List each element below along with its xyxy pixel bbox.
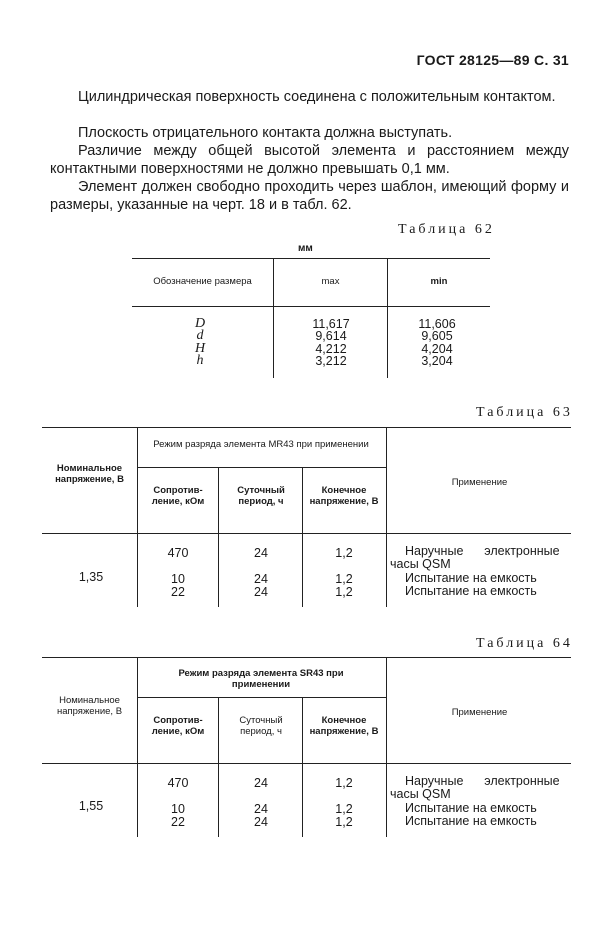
- table63-row-application-cont: часы QSM: [390, 557, 451, 571]
- table64-row-resistance: 22: [171, 815, 185, 829]
- table63-header-voltage: Номинальное напряжение, В: [55, 463, 124, 485]
- table63-row-final: 1,2: [335, 585, 353, 599]
- table64-row-period: 24: [254, 815, 268, 829]
- page-header: ГОСТ 28125—89 С. 31: [416, 52, 569, 68]
- table64-voltage: 1,55: [78, 799, 104, 813]
- table62-row-min: 11,606: [418, 317, 456, 331]
- table64-header-group: Режим разряда элемента SR43 при применении: [178, 668, 344, 690]
- table64-row-resistance: 10: [171, 802, 185, 816]
- table62-row-sym: H: [194, 341, 206, 356]
- table64-row-resistance: 470: [167, 776, 189, 790]
- paragraph-4: Элемент должен свободно проходить через шаблон, имеющий форму и размеры, указанные на черт. 18 и в табл. 62.: [50, 179, 569, 213]
- table63-header-final: Конечное напряжение, В: [309, 485, 379, 507]
- table64-row-period: 24: [254, 776, 268, 790]
- table63-header-group: Режим разряда элемента MR43 при применении: [153, 439, 369, 450]
- table63-row-final: 1,2: [335, 572, 353, 586]
- table62-header-min: min: [430, 276, 448, 287]
- table64-row-final: 1,2: [335, 802, 353, 816]
- table62-row-min: 9,605: [421, 329, 453, 343]
- table62-row-max: 4,212: [315, 342, 347, 356]
- table62-unit: мм: [298, 243, 313, 254]
- table63-voltage: 1,35: [78, 570, 104, 584]
- table64-header-final: Конечное напряжение, В: [309, 715, 379, 737]
- table63-row-application: Испытание на емкость: [405, 571, 537, 585]
- table64-row-application: Испытание на емкость: [405, 814, 537, 828]
- table63-row-period: 24: [254, 546, 268, 560]
- table64-header-period: Суточный период, ч: [239, 715, 283, 737]
- table64-header-application: Применение: [451, 707, 508, 718]
- table62-caption: Таблица 62: [398, 222, 495, 237]
- table62-row-min: 3,204: [421, 354, 453, 368]
- table63-row-resistance: 470: [167, 546, 189, 560]
- paragraph-2: Плоскость отрицательного контакта должна выступать.: [78, 125, 453, 141]
- table64-row-application: Испытание на емкость: [405, 801, 537, 815]
- table63-row-final: 1,2: [335, 546, 353, 560]
- table64-row-application-cont: часы QSM: [390, 787, 451, 801]
- table63-row-resistance: 22: [171, 585, 185, 599]
- table64-caption: Таблица 64: [476, 636, 573, 651]
- table62-row-sym: d: [196, 328, 204, 343]
- table63-header-application: Применение: [451, 477, 508, 488]
- table63-header-resistance: Сопротив-ление, кОм: [151, 485, 205, 507]
- table63-header-period: Суточный период, ч: [237, 485, 285, 507]
- table64-row-final: 1,2: [335, 776, 353, 790]
- table62-header-symbol: Обозначение размера: [153, 276, 252, 287]
- table64-row-application: Наручные электронные: [405, 774, 560, 788]
- table62-header-max: max: [321, 276, 340, 287]
- table62-row-sym: h: [196, 353, 204, 368]
- table64-header-voltage: Номинальное напряжение, В: [56, 695, 123, 717]
- table63-caption: Таблица 63: [476, 405, 573, 420]
- table64-row-period: 24: [254, 802, 268, 816]
- paragraph-1: Цилиндрическая поверхность соединена с положительным контактом.: [78, 89, 556, 105]
- table62-row-max: 9,614: [315, 329, 347, 343]
- table63-row-period: 24: [254, 572, 268, 586]
- table63-row-resistance: 10: [171, 572, 185, 586]
- table64-header-resistance: Сопротив-ление, кОм: [151, 715, 205, 737]
- table63-row-application: Испытание на емкость: [405, 584, 537, 598]
- table62-row-sym: D: [194, 316, 206, 331]
- table62-row-max: 11,617: [312, 317, 350, 331]
- paragraph-3: Различие между общей высотой элемента и расстоянием между контактными поверхностями не должно превышать 0,1 мм.: [50, 143, 569, 177]
- table62-row-max: 3,212: [315, 354, 347, 368]
- table64-row-final: 1,2: [335, 815, 353, 829]
- table63-row-application: Наручные электронные: [405, 544, 560, 558]
- table62-row-min: 4,204: [421, 342, 453, 356]
- table63-row-period: 24: [254, 585, 268, 599]
